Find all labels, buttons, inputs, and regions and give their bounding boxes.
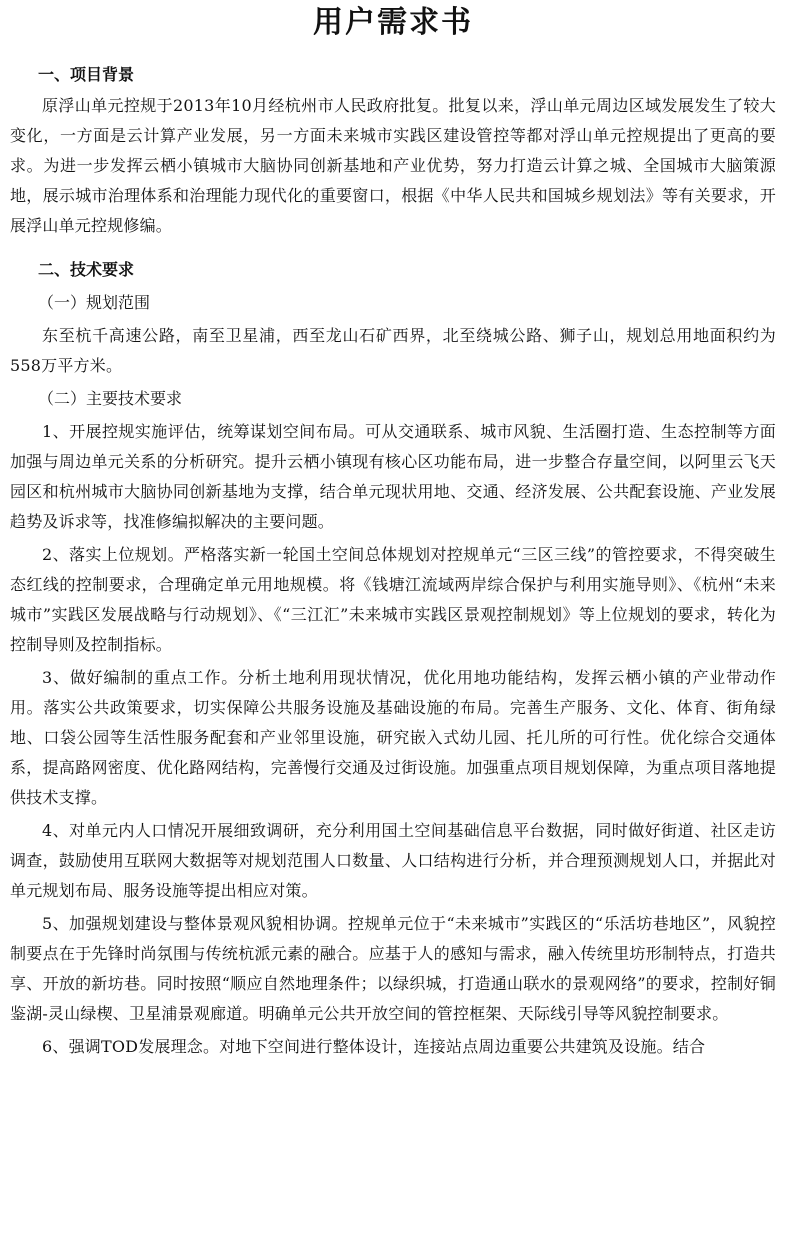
paragraph: 1、开展控规实施评估，统筹谋划空间布局。可从交通联系、城市风貌、生活圈打造、生态控制等方面加强与周边单元关系的分析研究。提升云栖小镇现有核心区功能布局，进一步整合存量空间，以阿里云飞天园区和杭州城市大脑协同创新基地为支撑，结合单元现状用地、交通、经济发展、公共配套设施、产业发展趋势及诉求等，找准修编拟解决的主要问题。 (10, 422, 776, 531)
subsection-planning-scope (10, 288, 776, 381)
section-heading: 二、技术要求 (38, 260, 135, 279)
paragraph: 3、做好编制的重点工作。分析土地利用现状情况，优化用地功能结构，发挥云栖小镇的产业带动作用。落实公共政策要求，切实保障公共服务设施及基础设施的布局。完善生产服务、文化、体育、街角绿地、口袋公园等生活性服务配套和产业邻里设施，研究嵌入式幼儿园、托儿所的可行性。优化综合交通体系，提高路网密度、优化路网结构，完善慢行交通及过街设施。加强重点项目规划保障，为重点项目落地提供技术支撑。 (10, 668, 776, 807)
document-title: 用户需求书 (313, 5, 473, 40)
paragraph: 5、加强规划建设与整体景观风貌相协调。控规单元位于“未来城市”实践区的“乐活坊巷地区”，风貌控制要点在于先锋时尚氛围与传统杭派元素的融合。应基于人的感知与需求，融入传统里坊形制特点，打造共享、开放的新坊巷。同时按照“顺应自然地理条件；以绿织城，打造通山联水的景观网络”的要求，控制好铜鉴湖-灵山绿楔、卫星浦景观廊道。明确单元公共开放空间的管控框架、天际线引导等风貌控制要求。 (10, 914, 776, 1023)
subsection-heading: （一）规划范围 (38, 293, 151, 312)
section-heading: 一、项目背景 (38, 65, 135, 84)
paragraph: 6、强调TOD发展理念。对地下空间进行整体设计，连接站点周边重要公共建筑及设施。结合 (42, 1037, 706, 1056)
paragraph: 东至杭千高速公路，南至卫星浦，西至龙山石矿西界，北至绕城公路、狮子山，规划总用地面积约为558万平方米。 (10, 326, 776, 375)
paragraph: 4、对单元内人口情况开展细致调研，充分利用国土空间基础信息平台数据，同时做好街道、社区走访调查，鼓励使用互联网大数据等对规划范围人口数量、人口结构进行分析，并合理预测规划人口，并据此对单元规划布局、服务设施等提出相应对策。 (10, 821, 776, 900)
section-project-background (10, 60, 776, 241)
section-technical-requirements (10, 255, 776, 1062)
subsection-main-requirements (10, 384, 776, 1062)
paragraph: 2、落实上位规划。严格落实新一轮国土空间总体规划对控规单元“三区三线”的管控要求，不得突破生态红线的控制要求，合理确定单元用地规模。将《钱塘江流域两岸综合保护与利用实施导则》、《杭州“未来城市”实践区发展战略与行动规划》、《“三江汇”未来城市实践区景观控制规划》等上位规划的要求，转化为控制导则及控制指标。 (10, 545, 776, 654)
paragraph: 原浮山单元控规于2013年10月经杭州市人民政府批复。批复以来，浮山单元周边区域发展发生了较大变化，一方面是云计算产业发展，另一方面未来城市实践区建设管控等都对浮山单元控规提出了更高的要求。为进一步发挥云栖小镇城市大脑协同创新基地和产业优势，努力打造云计算之城、全国城市大脑策源地，展示城市治理体系和治理能力现代化的重要窗口，根据《中华人民共和国城乡规划法》等有关要求，开展浮山单元控规修编。 (10, 96, 776, 235)
subsection-heading: （二）主要技术要求 (38, 389, 183, 408)
